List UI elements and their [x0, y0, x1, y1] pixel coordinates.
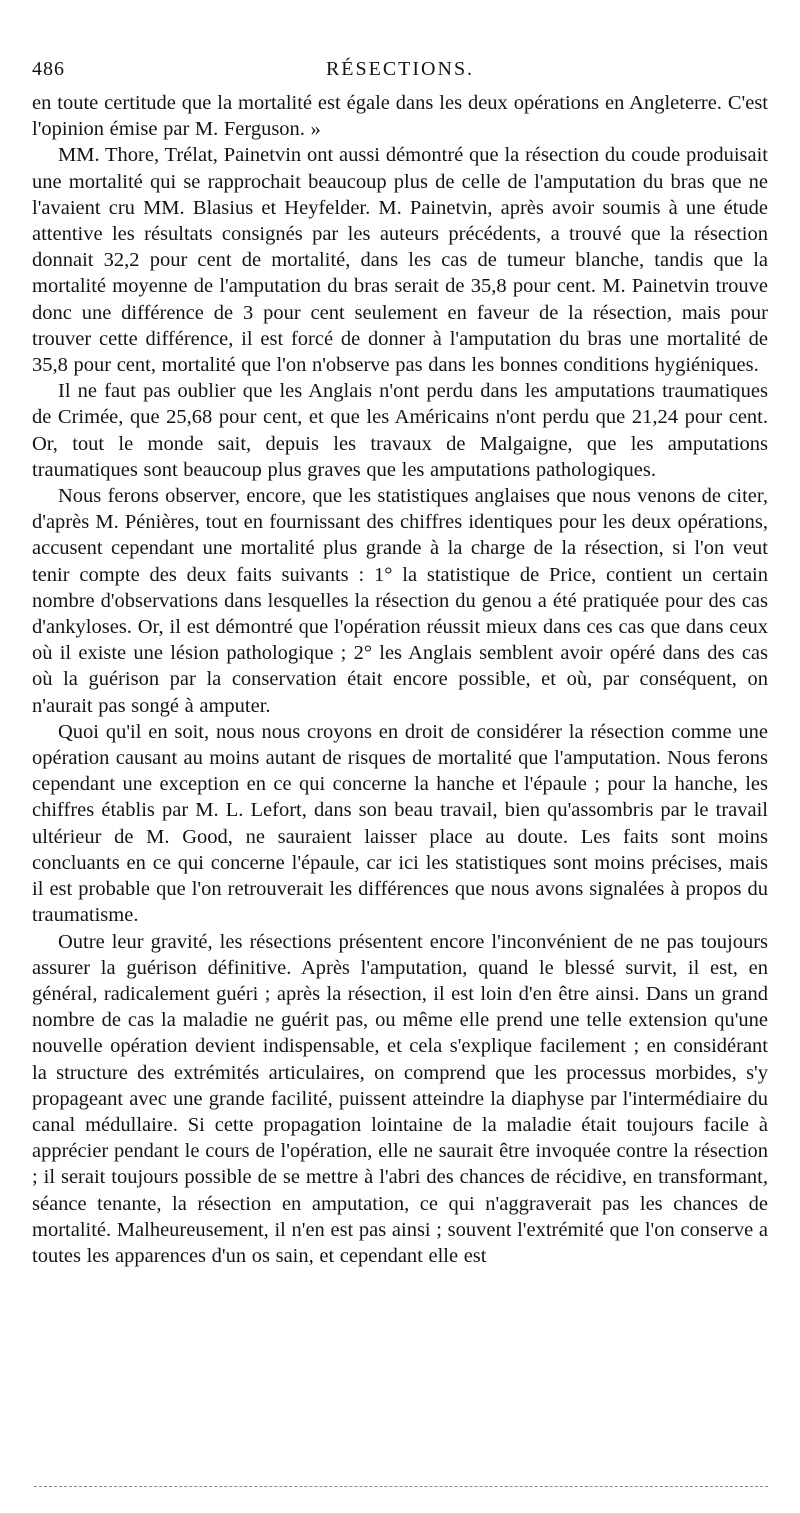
paragraph-4: Nous ferons observer, encore, que les statistiques anglaises que nous venons de citer, d'après M. Pénières, tout en fournissant des chiffres identiques pour les deux opérations, accusent cependant une mortalité plus grande à la charge de la résection, si l'on veut tenir compte des deux faits suivants : 1° la statistique de Price, contient un certain nombre d'observations dans lesquelles la résection du genou a été pratiquée pour des cas d'ankyloses. Or, il est démontré que l'opération réussit mieux dans ces cas que dans ceux où il existe une lésion pathologique ; 2° les Anglais semblent avoir opéré dans des cas où la guérison par la conservation était encore possible, et où, par conséquent, on n'aurait pas songé à amputer.	[32, 485, 768, 717]
paragraph-2: MM. Thore, Trélat, Painetvin ont aussi démontré que la résection du coude produisait une mortalité qui se rapprochait beaucoup plus de celle de l'amputation du bras que ne l'avaient cru MM. Blasius et Heyfelder. M. Painetvin, après avoir soumis à une étude attentive les résultats consignés par les auteurs précédents, a trouvé que la résection donnait 32,2 pour cent de mortalité, dans les cas de tumeur blanche, tandis que la mortalité moyenne de l'amputation du bras serait de 35,8 pour cent. M. Painetvin trouve donc une différence de 3 pour cent seulement en faveur de la résection, mais pour trouver cette différence, il est forcé de donner à l'amputation du bras une mortalité de 35,8 pour cent, mortalité que l'on n'observe pas dans les bonnes conditions hygiéniques.	[32, 144, 768, 377]
footer-divider	[34, 1486, 768, 1487]
running-title: RÉSECTIONS.	[325, 58, 475, 80]
body-text	[32, 90, 768, 1269]
page-number: 486	[32, 58, 65, 80]
page-header	[32, 58, 768, 88]
paragraph-5: Quoi qu'il en soit, nous nous croyons en droit de considérer la résection comme une opération causant au moins autant de risques de mortalité que l'amputation. Nous ferons cependant une exception en ce qui concerne la hanche et l'épaule ; pour la hanche, les chiffres établis par M. L. Lefort, dans son beau travail, bien qu'assombris par le travail ultérieur de M. Good, ne sauraient laisser place au doute. Les faits sont moins concluants en ce qui concerne l'épaule, car ici les statistiques sont moins précises, mais il est probable que l'on retrouverait les différences que nous avons signalées à propos du traumatisme.	[32, 720, 768, 927]
paragraph-3: Il ne faut pas oublier que les Anglais n'ont perdu dans les amputations traumatiques de Crimée, que 25,68 pour cent, et que les Américains n'ont perdu que 21,24 pour cent. Or, tout le monde sait, depuis les travaux de Malgaigne, que les amputations traumatiques sont beaucoup plus graves que les amputations pathologiques.	[32, 380, 768, 481]
paragraph-1: en toute certitude que la mortalité est égale dans les deux opérations en Angleterre. C'est l'opinion émise par M. Ferguson. »	[32, 92, 768, 141]
paragraph-6: Outre leur gravité, les résections présentent encore l'inconvénient de ne pas toujours assurer la guérison définitive. Après l'amputation, quand le blessé survit, il est, en général, radicalement guéri ; après la résection, il est loin d'en être ainsi. Dans un grand nombre de cas la maladie ne guérit pas, ou même elle prend une telle extension qu'une nouvelle opération devient indispensable, et cela s'explique facilement ; en considérant la structure des extrémités articulaires, on comprend que les processus morbides, s'y propageant avec une grande facilité, puissent atteindre la diaphyse par l'intermédiaire du canal médullaire. Si cette propagation lointaine de la maladie était toujours facile à apprécier pendant le cours de l'opération, elle ne saurait être invoquée contre la résection ; il serait toujours possible de se mettre à l'abri des chances de récidive, en transformant, séance tenante, la résection en amputation, ce qui n'aggraverait pas les chances de mortalité. Malheureusement, il n'en est pas ainsi ; souvent l'extrémité que l'on conserve a toutes les apparences d'un os sain, et cependant elle est	[32, 930, 768, 1267]
